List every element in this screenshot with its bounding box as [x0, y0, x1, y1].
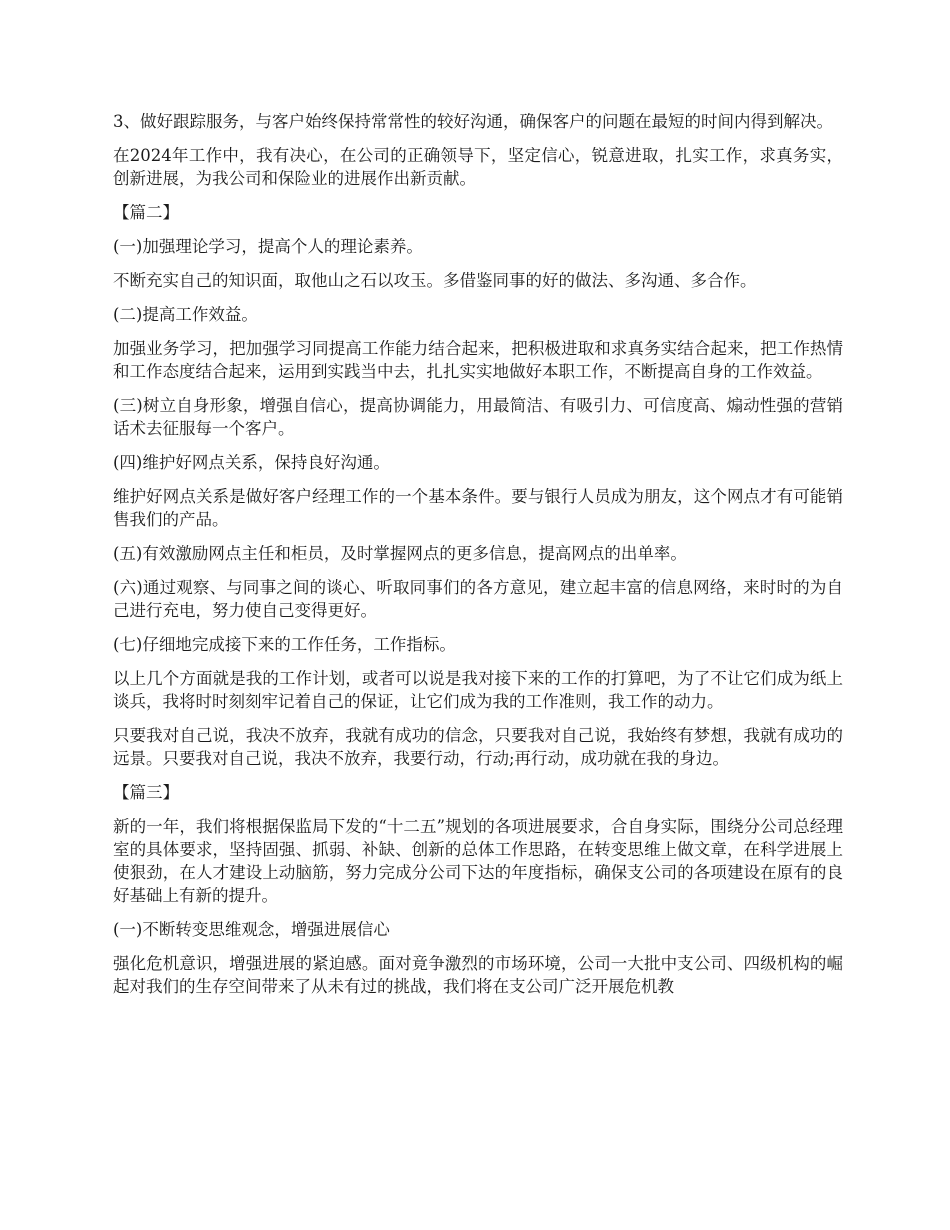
paragraph: 3、做好跟踪服务，与客户始终保持常常性的较好沟通，确保客户的问题在最短的时间内得到解决。: [113, 112, 833, 131]
section-heading: 【篇二】: [113, 203, 179, 222]
paragraph: (四)维护好网点关系，保持良好沟通。: [113, 453, 390, 472]
paragraph: 维护好网点关系是做好客户经理工作的一个基本条件。要与银行人员成为朋友，这个网点才有可能销售我们的产品。: [113, 487, 843, 529]
paragraph: 新的一年，我们将根据保监局下发的“十二五”规划的各项进展要求，合自身实际，围绕分公司总经理室的具体要求，坚持固强、抓弱、补缺、创新的总体工作思路，在转变思维上做文章，在科学进展上使狠劲，在人才建设上动脑筋，努力完成分公司下达的年度指标，确保支公司的各项建设在原有的良好基础上有新的提升。: [113, 817, 843, 905]
paragraph: (五)有效激励网点主任和柜员，及时掌握网点的更多信息，提高网点的出单率。: [113, 544, 687, 563]
paragraph: (一)不断转变思维观念，增强进展信心: [113, 920, 390, 939]
paragraph: (七)仔细地完成接下来的工作任务，工作指标。: [113, 635, 456, 654]
document-body: [113, 110, 843, 1009]
section-heading: 【篇三】: [113, 783, 179, 802]
paragraph: 不断充实自己的知识面，取他山之石以攻玉。多借鉴同事的好的做法、多沟通、多合作。: [113, 271, 757, 290]
paragraph: 只要我对自己说，我决不放弃，我就有成功的信念，只要我对自己说，我始终有梦想，我就有成功的远景。只要我对自己说，我决不放弃，我要行动，行动;再行动，成功就在我的身边。: [113, 726, 843, 768]
paragraph: 在2024年工作中，我有决心，在公司的正确领导下，坚定信心，锐意进取，扎实工作，求真务实，创新进展，为我公司和保险业的进展作出新贡献。: [113, 146, 843, 188]
paragraph: 强化危机意识，增强进展的紧迫感。面对竟争激烈的市场环境，公司一大批中支公司、四级机构的崛起对我们的生存空间带来了从未有过的挑战，我们将在支公司广泛开展危机教: [113, 954, 843, 996]
paragraph: (六)通过观察、与同事之间的谈心、听取同事们的各方意见，建立起丰富的信息网络，来时时的为自己进行充电，努力使自己变得更好。: [113, 578, 843, 620]
paragraph: (二)提高工作效益。: [113, 305, 258, 324]
paragraph: 加强业务学习，把加强学习同提高工作能力结合起来，把积极进取和求真务实结合起来，把工作热情和工作态度结合起来，运用到实践当中去，扎扎实实地做好本职工作，不断提高自身的工作效益。: [113, 339, 843, 381]
paragraph: (一)加强理论学习，提高个人的理论素养。: [113, 237, 423, 256]
paragraph: 以上几个方面就是我的工作计划，或者可以说是我对接下来的工作的打算吧，为了不让它们成为纸上谈兵，我将时时刻刻牢记着自己的保证，让它们成为我的工作准则，我工作的动力。: [113, 669, 843, 711]
paragraph: (三)树立自身形象，增强自信心，提高协调能力，用最简洁、有吸引力、可信度高、煽动性强的营销话术去征服每一个客户。: [113, 396, 843, 438]
